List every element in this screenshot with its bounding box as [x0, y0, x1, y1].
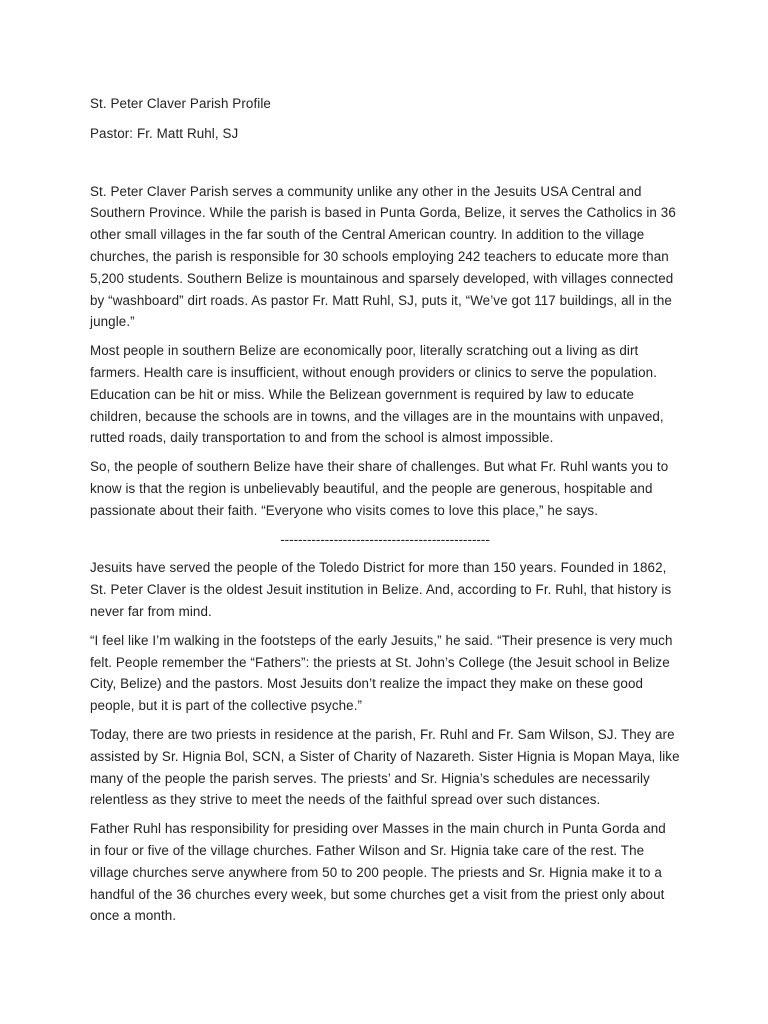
paragraph-masses: Father Ruhl has responsibility for presiding over Masses in the main church in Punta Gorda and in four or five of the village churches. Father Wilson and Sr. Hignia take care of the rest. The village churches serve anywhere from 50 to 200 people. The priests and Sr. Hignia make it to a handful of the 36 churches every week, but some churches get a visit from the priest only about once a month. — [90, 821, 666, 924]
paragraph-quote: “I feel like I’m walking in the footsteps of the early Jesuits,” he said. “Their presence is very much felt. People remember the “Fathers”: the priests at St. John’s College (the Jesuit school in Belize City, Belize) and the pastors. Most Jesuits don’t realize the impact they make on these good people, but it is part of the collective psyche.” — [90, 632, 673, 714]
document-page — [90, 93, 680, 934]
paragraph-poverty: Most people in southern Belize are economically poor, literally scratching out a living as dirt farmers. Health care is insufficient, without enough providers or clinics to serve the population. Education can be hit or miss. While the Belizean government is required by law to educate children, because the schools are in towns, and the villages are in the mountains with unpaved, rutted roads, daily transportation to and from the school is almost impossible. — [90, 343, 664, 446]
document-title: St. Peter Claver Parish Profile — [90, 96, 271, 111]
paragraph-staff: Today, there are two priests in residence at the parish, Fr. Ruhl and Fr. Sam Wilson, SJ. They are assisted by Sr. Hignia Bol, SCN, a Sister of Charity of Nazareth. Sister Hignia is Mopan Maya, like many of the people the parish serves. The priests’ and Sr. Hignia’s schedules are necessarily relentless as they strive to meet the needs of the faithful spread over such distances. — [90, 726, 680, 808]
paragraph-challenges: So, the people of southern Belize have their share of challenges. But what Fr. Ruhl wants you to know is that the region is unbelievably beautiful, and the people are generous, hospitable and passionate about their faith. “Everyone who visits comes to love this place,” he says. — [90, 459, 669, 518]
section-divider: ----------------------------------------------- — [280, 531, 490, 547]
paragraph-intro: St. Peter Claver Parish serves a community unlike any other in the Jesuits USA Central and Southern Province. While the parish is based in Punta Gorda, Belize, it serves the Catholics in 36 other small villages in the far south of the Central American country. In addition to the village churches, the parish is responsible for 30 schools employing 242 teachers to educate more than 5,200 students. Southern Belize is mountainous and sparsely developed, with villages connected by “washboard” dirt roads. As pastor Fr. Matt Ruhl, SJ, puts it, “We’ve got 117 buildings, all in the jungle.” — [90, 183, 676, 330]
pastor-line: Pastor: Fr. Matt Ruhl, SJ — [90, 125, 239, 141]
paragraph-history: Jesuits have served the people of the Toledo District for more than 150 years. Founded in 1862, St. Peter Claver is the oldest Jesuit institution in Belize. And, according to Fr. Ruhl, that history is never far from mind. — [90, 560, 672, 619]
